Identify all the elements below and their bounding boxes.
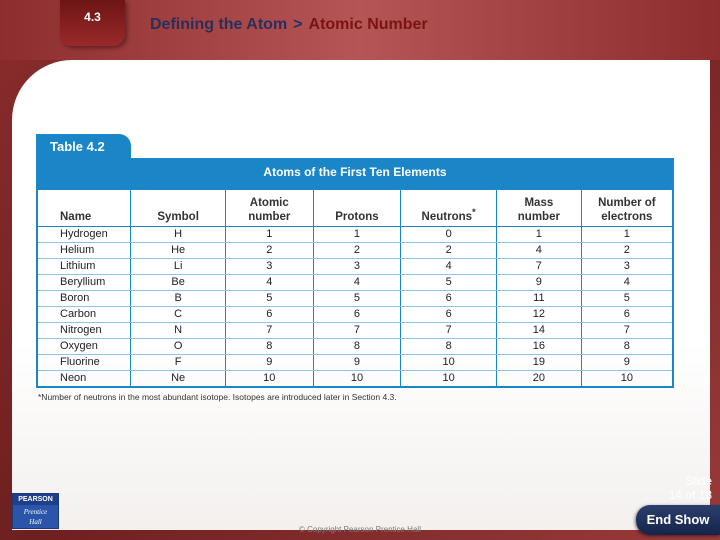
- cell-protons: 2: [313, 242, 401, 258]
- title-subtitle: Atomic Number: [308, 16, 428, 33]
- col-header-electrons: [581, 189, 673, 226]
- header-line: Number of: [598, 196, 656, 209]
- table-row: [37, 322, 673, 338]
- cell-atomic-number: 4: [225, 274, 313, 290]
- logo-line: Hall: [29, 518, 42, 526]
- logo-line: Prentice: [23, 508, 48, 516]
- table-row: [37, 258, 673, 274]
- cell-symbol: Be: [131, 274, 226, 290]
- cell-electrons: 5: [581, 290, 673, 306]
- table-caption: Atoms of the First Ten Elements: [36, 158, 674, 188]
- page-title: [150, 16, 428, 40]
- cell-mass-number: 20: [497, 370, 582, 387]
- cell-protons: 6: [313, 306, 401, 322]
- header-line: Atomic: [249, 196, 289, 209]
- header-line: number: [517, 210, 560, 223]
- cell-name: Hydrogen: [37, 226, 131, 242]
- header-line: electrons: [601, 210, 653, 223]
- cell-electrons: 9: [581, 354, 673, 370]
- section-tab: [60, 0, 125, 46]
- cell-neutrons: 7: [401, 322, 497, 338]
- section-number: 4.3: [84, 10, 101, 24]
- cell-neutrons: 0: [401, 226, 497, 242]
- cell-symbol: He: [131, 242, 226, 258]
- table-body: [37, 226, 673, 387]
- cell-protons: 10: [313, 370, 401, 387]
- cell-neutrons: 10: [401, 370, 497, 387]
- cell-atomic-number: 10: [225, 370, 313, 387]
- cell-electrons: 8: [581, 338, 673, 354]
- table-row: [37, 274, 673, 290]
- cell-neutrons: 10: [401, 354, 497, 370]
- cell-name: Oxygen: [37, 338, 131, 354]
- cell-protons: 4: [313, 274, 401, 290]
- slide-counter: [640, 474, 712, 502]
- cell-electrons: 6: [581, 306, 673, 322]
- cell-symbol: H: [131, 226, 226, 242]
- cell-name: Helium: [37, 242, 131, 258]
- cell-symbol: Ne: [131, 370, 226, 387]
- cell-protons: 7: [313, 322, 401, 338]
- cell-symbol: F: [131, 354, 226, 370]
- cell-protons: 8: [313, 338, 401, 354]
- cell-mass-number: 7: [497, 258, 582, 274]
- cell-protons: 1: [313, 226, 401, 242]
- table-label: Table 4.2: [36, 134, 131, 160]
- cell-name: Nitrogen: [37, 322, 131, 338]
- cell-mass-number: 14: [497, 322, 582, 338]
- cell-electrons: 1: [581, 226, 673, 242]
- cell-neutrons: 6: [401, 290, 497, 306]
- cell-mass-number: 16: [497, 338, 582, 354]
- header-line: Neutrons: [421, 210, 473, 223]
- col-header-atomic-number: [225, 189, 313, 226]
- cell-neutrons: 5: [401, 274, 497, 290]
- cell-symbol: Li: [131, 258, 226, 274]
- col-header-symbol: Symbol: [131, 189, 226, 226]
- cell-protons: 9: [313, 354, 401, 370]
- slide-position: 14 of 18: [668, 488, 712, 502]
- col-header-neutrons: [401, 189, 497, 226]
- cell-protons: 3: [313, 258, 401, 274]
- table-row: [37, 354, 673, 370]
- table-row: [37, 290, 673, 306]
- cell-neutrons: 6: [401, 306, 497, 322]
- cell-atomic-number: 5: [225, 290, 313, 306]
- title-main: Defining the Atom: [150, 16, 288, 33]
- table-row: [37, 306, 673, 322]
- logo-top: PEARSON: [13, 494, 58, 505]
- cell-atomic-number: 1: [225, 226, 313, 242]
- cell-neutrons: 4: [401, 258, 497, 274]
- footnote-marker: *: [472, 206, 476, 218]
- cell-name: Neon: [37, 370, 131, 387]
- header-line: number: [248, 210, 291, 223]
- cell-symbol: B: [131, 290, 226, 306]
- elements-table: [36, 188, 674, 388]
- cell-electrons: 3: [581, 258, 673, 274]
- cell-mass-number: 12: [497, 306, 582, 322]
- cell-atomic-number: 3: [225, 258, 313, 274]
- cell-mass-number: 11: [497, 290, 582, 306]
- pearson-logo: [12, 493, 59, 529]
- cell-atomic-number: 6: [225, 306, 313, 322]
- cell-electrons: 4: [581, 274, 673, 290]
- cell-neutrons: 2: [401, 242, 497, 258]
- cell-name: Carbon: [37, 306, 131, 322]
- cell-name: Beryllium: [37, 274, 131, 290]
- col-header-mass-number: [497, 189, 582, 226]
- table-row: [37, 226, 673, 242]
- cell-symbol: N: [131, 322, 226, 338]
- cell-protons: 5: [313, 290, 401, 306]
- cell-mass-number: 19: [497, 354, 582, 370]
- cell-atomic-number: 7: [225, 322, 313, 338]
- cell-name: Boron: [37, 290, 131, 306]
- logo-bottom: [13, 505, 58, 528]
- table-footnote: *Number of neutrons in the most abundant isotope. Isotopes are introduced later in Section 4.3.: [38, 392, 397, 402]
- cell-atomic-number: 8: [225, 338, 313, 354]
- table-row: [37, 370, 673, 387]
- table-header-row: [37, 189, 673, 226]
- table-row: [37, 338, 673, 354]
- title-separator: >: [293, 16, 303, 33]
- cell-neutrons: 8: [401, 338, 497, 354]
- col-header-protons: Protons: [313, 189, 401, 226]
- end-show-button[interactable]: End Show: [636, 505, 720, 535]
- cell-name: Lithium: [37, 258, 131, 274]
- cell-name: Fluorine: [37, 354, 131, 370]
- cell-electrons: 7: [581, 322, 673, 338]
- cell-symbol: O: [131, 338, 226, 354]
- copyright: © Copyright Pearson Prentice Hall: [299, 525, 421, 534]
- cell-atomic-number: 9: [225, 354, 313, 370]
- cell-mass-number: 9: [497, 274, 582, 290]
- cell-electrons: 10: [581, 370, 673, 387]
- header-line: Mass: [524, 196, 554, 209]
- cell-electrons: 2: [581, 242, 673, 258]
- slide-label: Slide: [685, 474, 712, 488]
- cell-mass-number: 1: [497, 226, 582, 242]
- col-header-name: Name: [37, 189, 131, 226]
- cell-symbol: C: [131, 306, 226, 322]
- cell-atomic-number: 2: [225, 242, 313, 258]
- cell-mass-number: 4: [497, 242, 582, 258]
- table-row: [37, 242, 673, 258]
